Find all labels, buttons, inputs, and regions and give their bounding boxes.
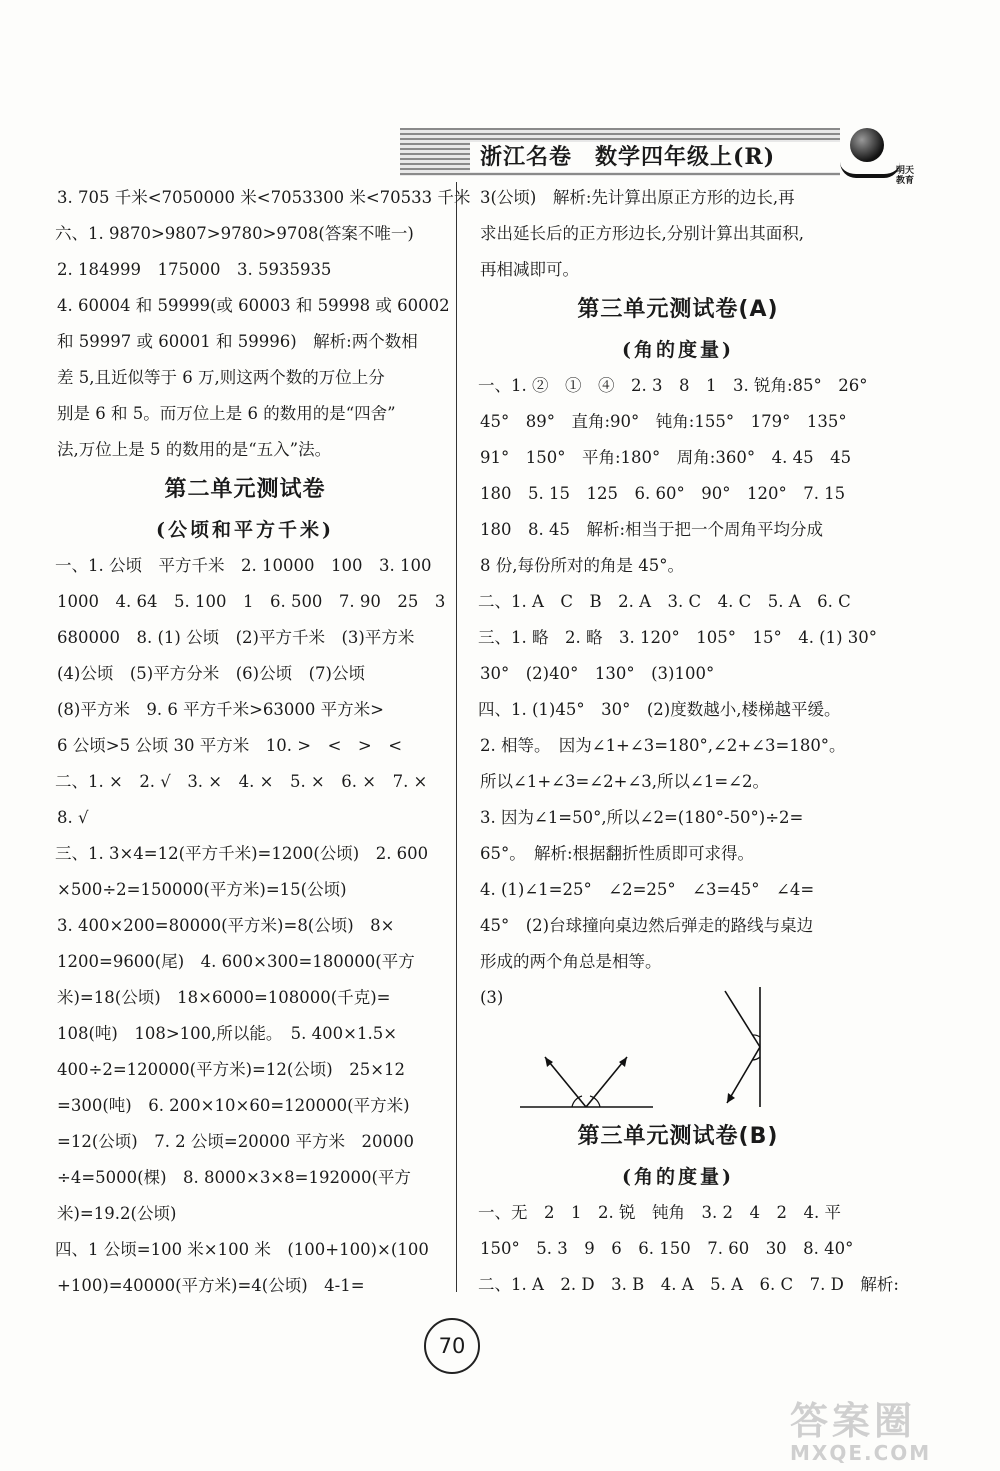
watermark: [790, 1390, 990, 1465]
answer-line: 一、无 2 1 2. 锐 钝角 3. 2 4 2 4. 平: [478, 1203, 841, 1222]
answer-line: 150° 5. 3 9 6 6. 150 7. 60 30 8. 40°: [480, 1239, 854, 1258]
answer-line: 三、1. 3×4=12(平方千米)=1200(公顷) 2. 600: [55, 844, 429, 863]
column-divider: [456, 182, 457, 1292]
logo-text: 明天教育: [896, 166, 915, 186]
answer-line: =12(公顷) 7. 2 公顷=20000 平方米 20000: [57, 1132, 414, 1151]
answer-line: ÷4=5000(棵) 8. 8000×3×8=192000(平方: [57, 1168, 411, 1187]
unit3b-title: 第三单元测试卷(B): [577, 1124, 779, 1149]
answer-line: 3. 因为∠1=50°,所以∠2=(180°-50°)÷2=: [480, 808, 804, 827]
answer-line: 3(公顷) 解析:先计算出原正方形的边长,再: [480, 188, 795, 207]
unit3a-title: 第三单元测试卷(A): [577, 297, 779, 322]
answer-line: 一、1. ② ① ④ 2. 3 8 1 3. 锐角:85° 26°: [478, 376, 868, 395]
answer-line: 四、1 公顷=100 米×100 米 (100+100)×(100: [55, 1240, 429, 1259]
watermark-url: MXQE.COM: [790, 1441, 932, 1465]
path-in-line-2: [725, 991, 760, 1047]
answer-line: 1200=9600(尾) 4. 600×300=180000(平方: [57, 952, 415, 971]
answer-line: 2. 184999 175000 3. 5935935: [57, 260, 332, 279]
left-column: [55, 180, 471, 1304]
path-in-line: [545, 1057, 586, 1107]
answer-line: 六、1. 9870>9807>9780>9708(答案不唯一): [55, 224, 414, 243]
answer-line: 45° 89° 直角:90° 钝角:155° 179° 135°: [480, 412, 847, 431]
unit2-title: 第二单元测试卷: [164, 477, 326, 502]
answer-line: 和 59997 或 60001 和 59996) 解析:两个数相: [57, 332, 418, 351]
path-out-line-2: [727, 1047, 760, 1103]
answer-line: 6 公顷>5 公顷 30 平方米 10. > < > <: [57, 736, 403, 755]
answer-line: 2. 相等。 因为∠1+∠3=180°,∠2+∠3=180°。: [480, 736, 846, 755]
reflection-diagram: [515, 985, 775, 1115]
answer-line: 45° (2)台球撞向桌边然后弹走的路线与桌边: [480, 916, 814, 935]
answer-line: 米)=18(公顷) 18×6000=108000(千克)=: [57, 988, 391, 1007]
answer-line: 再相减即可。: [480, 260, 579, 279]
answer-line: 米)=19.2(公顷): [57, 1204, 177, 1223]
watermark-text: 答案圈: [790, 1399, 917, 1443]
answer-line: 30° (2)40° 130° (3)100°: [480, 664, 715, 683]
answer-line: 一、1. 公顷 平方千米 2. 10000 100 3. 100: [55, 556, 432, 575]
unit3b-section: [478, 1115, 899, 1303]
answer-line: 三、1. 略 2. 略 3. 120° 105° 15° 4. (1) 30°: [478, 628, 878, 647]
answer-line: 108(吨) 108>100,所以能。 5. 400×1.5×: [57, 1024, 398, 1043]
answer-line: 法,万位上是 5 的数用的是“五入”法。: [57, 440, 332, 459]
answer-line: 400÷2=120000(平方米)=12(公顷) 25×12: [57, 1060, 406, 1079]
header-title: 浙江名卷 数学四年级上(R): [470, 142, 850, 172]
answer-line: (3): [480, 988, 504, 1007]
answer-line: 二、1. × 2. √ 3. × 4. × 5. × 6. × 7. ×: [55, 772, 428, 791]
answer-line: 180 5. 15 125 6. 60° 90° 120° 7. 15: [480, 484, 846, 503]
page-number: 70: [424, 1318, 480, 1374]
unit2-subtitle: (公顷和平方千米): [156, 519, 334, 541]
unit3a-subtitle: (角的度量): [622, 339, 734, 361]
logo-swoosh-icon: [840, 162, 900, 178]
answer-line: 1000 4. 64 5. 100 1 6. 500 7. 90 25 3: [57, 592, 446, 611]
answer-line: 65°。 解析:根据翻折性质即可求得。: [480, 844, 755, 863]
logo-ball-icon: [850, 128, 884, 162]
answer-line: 180 8. 45 解析:相当于把一个周角平均分成: [480, 520, 824, 539]
right-column: [478, 180, 878, 1016]
answer-line: 91° 150° 平角:180° 周角:360° 4. 45 45: [480, 448, 852, 467]
answer-line: 形成的两个角总是相等。: [480, 952, 662, 971]
answer-line: 四、1. (1)45° 30° (2)度数越小,楼梯越平缓。: [478, 700, 841, 719]
unit3b-subtitle: (角的度量): [622, 1166, 734, 1188]
answer-line: =300(吨) 6. 200×10×60=120000(平方米): [57, 1096, 410, 1115]
answer-line: 4. (1)∠1=25° ∠2=25° ∠3=45° ∠4=: [480, 880, 815, 899]
answer-line: ×500÷2=150000(平方米)=15(公顷): [57, 880, 347, 899]
answer-line: 所以∠1+∠3=∠2+∠3,所以∠1=∠2。: [480, 772, 769, 791]
answer-line: 8 份,每份所对的角是 45°。: [480, 556, 684, 575]
answer-line: 3. 400×200=80000(平方米)=8(公顷) 8×: [57, 916, 395, 935]
answer-line: +100)=40000(平方米)=4(公顷) 4-1=: [57, 1276, 365, 1295]
answer-line: 求出延长后的正方形边长,分别计算出其面积,: [480, 224, 804, 243]
answer-line: 8. √: [57, 808, 89, 827]
path-out-line: [586, 1057, 627, 1107]
answer-line: 二、1. A 2. D 3. B 4. A 5. A 6. C 7. D 解析:: [478, 1275, 899, 1294]
answer-line: 别是 6 和 5。而万位上是 6 的数用的是“四舍”: [57, 404, 396, 423]
answer-line: 差 5,且近似等于 6 万,则这两个数的万位上分: [57, 368, 385, 387]
answer-line: 4. 60004 和 59999(或 60003 和 59998 或 60002: [57, 296, 450, 315]
arrow-head-icon: [727, 1093, 735, 1103]
answer-line: 680000 8. (1) 公顷 (2)平方千米 (3)平方米: [57, 628, 415, 647]
answer-line: 3. 705 千米<7050000 米<7053300 米<70533 千米: [57, 188, 471, 207]
answer-line: (4)公顷 (5)平方分米 (6)公顷 (7)公顷: [57, 664, 365, 683]
answer-line: (8)平方米 9. 6 平方千米>63000 平方米>: [57, 700, 384, 719]
answer-line: 二、1. A C B 2. A 3. C 4. C 5. A 6. C: [478, 592, 851, 611]
